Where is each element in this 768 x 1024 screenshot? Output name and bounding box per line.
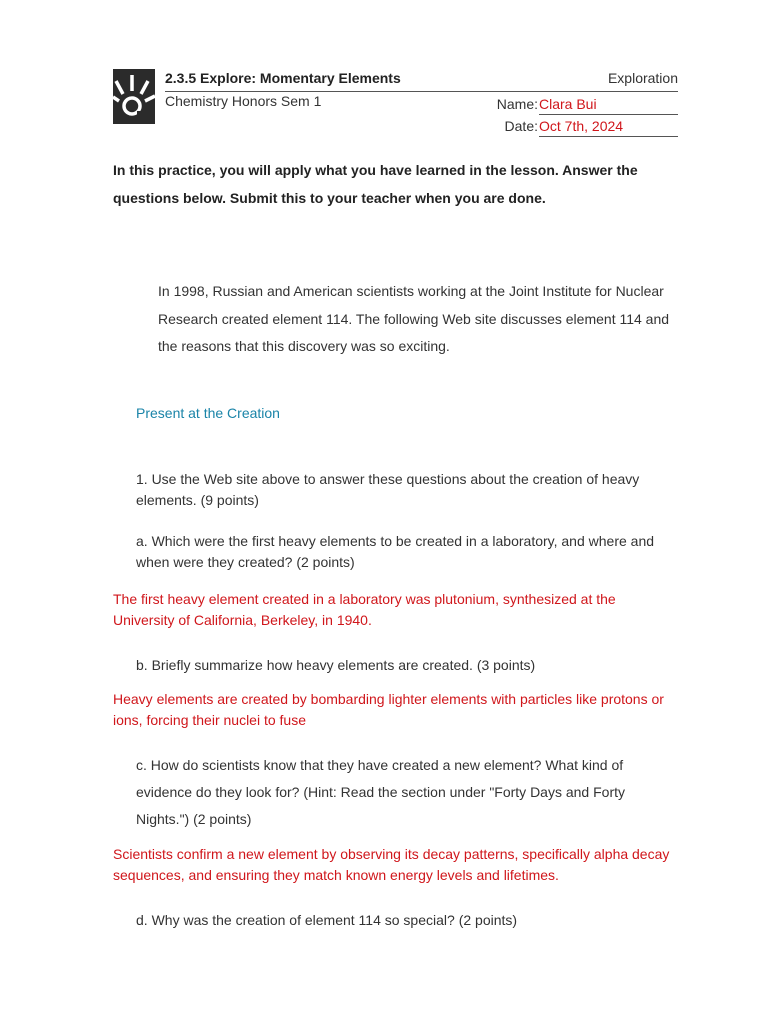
question-1: 1. Use the Web site above to answer these questions about the creation of heavy elements. (9 points) xyxy=(136,471,640,508)
present-at-creation-link[interactable]: Present at the Creation xyxy=(136,405,280,421)
answer-c[interactable]: Scientists confirm a new element by observing its decay patterns, specifically alpha decay sequences, and ensuring they match known energy levels and lifetimes. xyxy=(113,846,670,883)
course-name: Chemistry Honors Sem 1 xyxy=(165,93,322,109)
instructions: In this practice, you will apply what you have learned in the lesson. Answer the questions below. Submit this to your teacher when you are done. xyxy=(113,162,638,206)
sunburst-logo-icon xyxy=(113,69,155,124)
reading-passage: In 1998, Russian and American scientists working at the Joint Institute for Nuclear Research created element 114. The following Web site discusses element 114 and the reasons that this discovery was so exciting. xyxy=(158,283,670,354)
question-c: c. How do scientists know that they have created a new element? What kind of evidence do they look for? (Hint: Read the section under "Forty Days and Forty Nights.") (2 points) xyxy=(136,757,625,827)
activity-type-label: Exploration xyxy=(607,70,678,86)
date-field[interactable]: Oct 7th, 2024 xyxy=(539,117,678,137)
question-b: b. Briefly summarize how heavy elements are created. (3 points) xyxy=(136,657,536,673)
header-divider xyxy=(165,91,678,92)
question-d: d. Why was the creation of element 114 so special? (2 points) xyxy=(136,912,518,928)
name-field[interactable]: Clara Bui xyxy=(539,95,678,115)
date-label: Date: xyxy=(504,118,538,134)
answer-b[interactable]: Heavy elements are created by bombarding lighter elements with particles like protons or ions, forcing their nuclei to fuse xyxy=(113,691,664,728)
name-label: Name: xyxy=(496,96,538,112)
lesson-title: 2.3.5 Explore: Momentary Elements xyxy=(165,70,401,86)
question-a: a. Which were the first heavy elements to be created in a laboratory, and where and when were they created? (2 points) xyxy=(136,533,655,570)
answer-a[interactable]: The first heavy element created in a laboratory was plutonium, synthesized at the University of California, Berkeley, in 1940. xyxy=(113,591,616,628)
